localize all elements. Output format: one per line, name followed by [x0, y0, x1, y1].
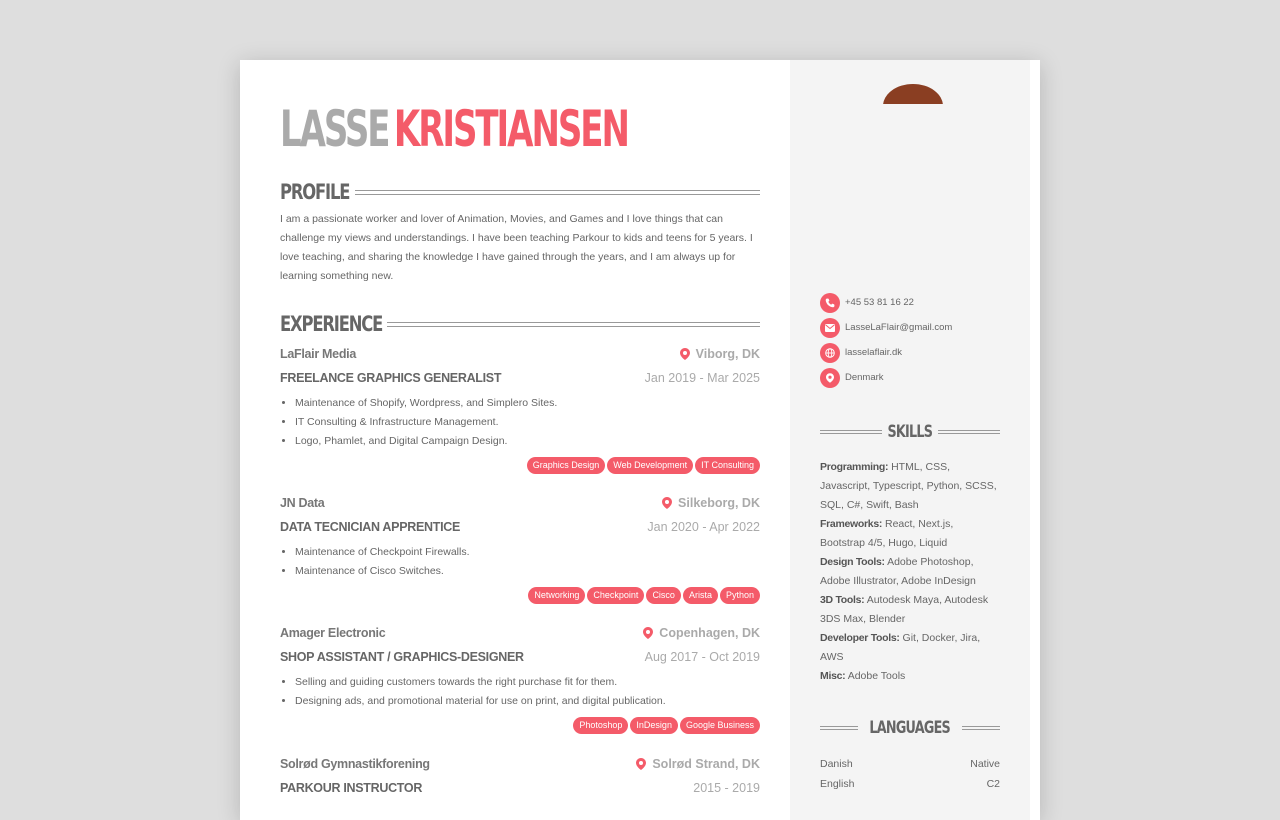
contact-email-text: LasseLaFlair@gmail.com — [845, 322, 953, 333]
skill-group — [820, 458, 1000, 515]
job-duty: • Selling and guiding customers towards the right purchase fit for them. — [295, 673, 760, 692]
full-name — [280, 100, 628, 158]
sidebar — [790, 60, 1030, 820]
job-company: JN Data — [280, 496, 325, 510]
contact-phone-text: +45 53 81 16 22 — [845, 297, 914, 308]
skills-heading — [820, 422, 1000, 442]
job-location-text: Silkeborg, DK — [678, 496, 760, 510]
language-row — [820, 774, 1000, 794]
main-column — [240, 60, 790, 820]
heading-rule — [962, 726, 1000, 730]
job-entry — [280, 491, 760, 604]
job-duty: • Maintenance of Shopify, Wordpress, and Simplero Sites. — [295, 394, 760, 413]
skill-tag: Google Business — [680, 717, 760, 734]
job-location — [662, 496, 760, 510]
contact-location-text: Denmark — [845, 372, 884, 383]
job-duties — [295, 543, 760, 581]
job-duties — [295, 673, 760, 711]
skill-tag: Python — [720, 587, 760, 604]
job-entry — [280, 752, 760, 800]
first-name: LASSE — [280, 100, 389, 158]
skill-group — [820, 591, 1000, 629]
skill-group — [820, 667, 1000, 686]
job-company: Amager Electronic — [280, 626, 386, 640]
skill-tag: Photoshop — [573, 717, 628, 734]
skill-group-value: Autodesk Maya, Autodesk 3DS Max, Blender — [820, 594, 989, 625]
heading-rule — [355, 190, 760, 195]
job-dates: Aug 2017 - Oct 2019 — [644, 650, 760, 664]
contact-phone — [820, 290, 952, 315]
contact-location — [820, 365, 952, 390]
job-location-text: Solrød Strand, DK — [652, 757, 760, 771]
job-duty: • Maintenance of Checkpoint Firewalls. — [295, 543, 760, 562]
job-location — [636, 757, 760, 771]
job-role: PARKOUR INSTRUCTOR — [280, 781, 423, 795]
languages-title: LANGUAGES — [869, 718, 951, 738]
skill-group-value: Adobe Tools — [847, 670, 906, 682]
heading-rule — [387, 322, 760, 327]
skill-group-label: Frameworks: — [820, 518, 883, 530]
language-name: English — [820, 778, 855, 790]
skill-group-label: Programming: — [820, 461, 889, 473]
job-dates: Jan 2020 - Apr 2022 — [647, 520, 760, 534]
job-role: SHOP ASSISTANT / GRAPHICS-DESIGNER — [280, 650, 524, 664]
skill-group — [820, 515, 1000, 553]
job-entry — [280, 621, 760, 734]
job-tags — [280, 717, 760, 734]
heading-rule — [938, 430, 1000, 434]
location-pin-icon — [820, 368, 840, 388]
skill-group-value: HTML, CSS, Javascript, Typescript, Python, SCSS, SQL, C#, Swift, Bash — [820, 461, 997, 511]
skill-tag: Checkpoint — [587, 587, 644, 604]
job-dates: 2015 - 2019 — [693, 781, 760, 795]
job-tags — [280, 457, 760, 474]
avatar — [883, 84, 943, 104]
job-duty: • IT Consulting & Infrastructure Management. — [295, 413, 760, 432]
languages-list — [820, 754, 1000, 794]
job-location — [643, 626, 760, 640]
job-location — [680, 347, 760, 361]
job-duty: • Logo, Phamlet, and Digital Campaign Design. — [295, 432, 760, 451]
contact-website-text: lasselaflair.dk — [845, 347, 903, 358]
job-role: FREELANCE GRAPHICS GENERALIST — [280, 371, 502, 385]
skills-title: SKILLS — [887, 422, 933, 442]
skill-tag: Web Development — [607, 457, 693, 474]
skill-tag: Arista — [683, 587, 718, 604]
skill-tag: Cisco — [646, 587, 681, 604]
location-pin-icon — [680, 348, 690, 360]
resume-page — [240, 60, 1040, 820]
skill-group-label: Design Tools: — [820, 556, 885, 568]
phone-icon — [820, 293, 840, 313]
job-company: Solrød Gymnastikforening — [280, 757, 430, 771]
last-name: KRISTIANSEN — [393, 100, 628, 158]
skill-tag: Graphics Design — [527, 457, 606, 474]
experience-title: EXPERIENCE — [280, 312, 383, 336]
contact-email — [820, 315, 952, 340]
job-dates: Jan 2019 - Mar 2025 — [644, 371, 760, 385]
job-duty: • Designing ads, and promotional material for use on print, and digital publication. — [295, 692, 760, 711]
skill-group-value: React, Next.js, Bootstrap 4/5, Hugo, Liquid — [820, 518, 954, 549]
job-location-text: Viborg, DK — [695, 347, 760, 361]
skill-group — [820, 629, 1000, 667]
skill-group-label: Developer Tools: — [820, 632, 900, 644]
skill-tag: IT Consulting — [695, 457, 760, 474]
language-level: C2 — [986, 778, 1000, 790]
envelope-icon — [820, 318, 840, 338]
heading-rule — [820, 430, 882, 434]
contact-list — [820, 290, 952, 390]
job-duty: • Maintenance of Cisco Switches. — [295, 562, 760, 581]
location-pin-icon — [662, 497, 672, 509]
job-location-text: Copenhagen, DK — [659, 626, 760, 640]
language-row — [820, 754, 1000, 774]
skill-tag: InDesign — [630, 717, 678, 734]
job-company: LaFlair Media — [280, 347, 356, 361]
language-name: Danish — [820, 758, 853, 770]
job-duties — [295, 394, 760, 451]
heading-rule — [820, 726, 858, 730]
job-entry — [280, 342, 760, 474]
skill-tag: Networking — [528, 587, 585, 604]
profile-title: PROFILE — [280, 180, 350, 204]
location-pin-icon — [643, 627, 653, 639]
skill-group-label: Misc: — [820, 670, 846, 682]
skill-group-value: Git, Docker, Jira, AWS — [820, 632, 981, 663]
skills-list — [820, 458, 1000, 686]
skill-group — [820, 553, 1000, 591]
globe-icon — [820, 343, 840, 363]
skill-group-label: 3D Tools: — [820, 594, 865, 606]
languages-heading — [820, 718, 1000, 738]
job-role: DATA TECNICIAN APPRENTICE — [280, 520, 461, 534]
job-tags — [280, 587, 760, 604]
language-level: Native — [970, 758, 1000, 770]
skill-group-value: Adobe Photoshop, Adobe Illustrator, Adobe InDesign — [820, 556, 976, 587]
profile-heading — [280, 180, 760, 204]
contact-website — [820, 340, 952, 365]
experience-heading — [280, 312, 760, 336]
location-pin-icon — [636, 758, 646, 770]
avatar-photo — [883, 84, 943, 104]
profile-text: I am a passionate worker and lover of Animation, Movies, and Games and I love things that can challenge my views and understandings. I have been teaching Parkour to kids and teens for 5 years. I love teaching, and sharing the knowledge I have gained through the years, and I am always up for learning something new. — [280, 213, 753, 282]
